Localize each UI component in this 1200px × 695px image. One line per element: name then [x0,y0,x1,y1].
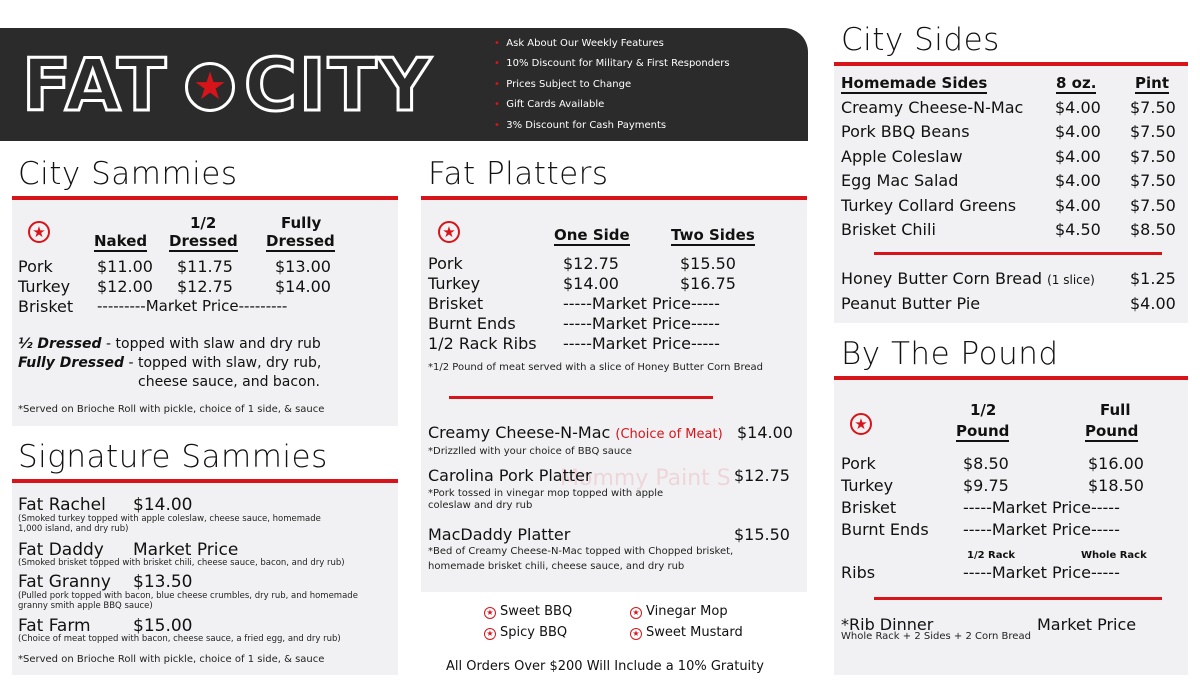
pound-price: $16.00 [1088,454,1144,473]
star-icon: ★ [28,221,50,243]
col-fully-bottom: Dressed [266,232,335,250]
pound-name: Brisket [841,498,897,517]
col-pint: Pint [1135,74,1169,92]
signature-sammies-title: Signature Sammies [18,439,328,475]
sammie-price: $11.75 [177,257,233,276]
logo-city: CITY [244,43,433,127]
platter-name: 1/2 Rack Ribs [428,334,537,353]
pound-market-price: -----Market Price----- [963,520,1120,539]
sauce-item: Sweet Mustard [646,625,743,640]
col-one-side: One Side [554,226,630,244]
rib-dinner-name: *Rib Dinner [841,615,934,634]
special-item: Carolina Pork Platter [428,466,592,485]
side-name: Brisket Chili [841,220,936,239]
sauce-star-icon: ★ [484,607,496,619]
star-icon: ★ [850,413,872,435]
signature-desc: (Choice of meat topped with bacon, cheese sauce, a fried egg, and dry rub) [18,634,341,644]
side-price: $4.00 [1055,196,1101,215]
sammie-price: $13.00 [275,257,331,276]
header-note: • Ask About Our Weekly Features [494,38,664,49]
sauce-star-icon: ★ [630,628,642,640]
special-desc: *Bed of Creamy Cheese-N-Mac topped with Chopped brisket, [428,546,734,557]
side-name: Creamy Cheese-N-Mac [841,98,1024,117]
col-full-pound-top: Full [1100,401,1131,419]
special-desc: *Drizzlled with your choice of BBQ sauce [428,446,632,457]
special-desc: *Pork tossed in vinegar mop topped with apple [428,488,664,499]
sammie-price: $12.75 [177,277,233,296]
platter-name: Brisket [428,294,484,313]
header-note: • Prices Subject to Change [494,79,632,90]
side-price: $4.00 [1055,98,1101,117]
logo-star-icon: ★ [185,62,235,112]
half-rack-label: 1/2 Rack [967,550,1016,561]
pie-price: $4.00 [1130,294,1176,313]
pound-name: Burnt Ends [841,520,929,539]
signature-price: $15.00 [133,616,193,636]
platter-market-price: -----Market Price----- [563,334,720,353]
header-note: • 3% Discount for Cash Payments [494,120,667,131]
sauce-item: Sweet BBQ [500,604,573,619]
signature-price: $14.00 [133,495,193,515]
side-price: $7.50 [1130,122,1176,141]
side-price: $7.50 [1130,171,1176,190]
side-price: $4.50 [1055,220,1101,239]
sammie-name: Brisket [18,297,74,316]
sammie-market-price: ---------Market Price--------- [97,297,288,315]
signature-footnote: *Served on Brioche Roll with pickle, choice of 1 side, & sauce [18,654,325,665]
signature-desc: (Smoked turkey topped with apple coleslaw, cheese sauce, homemade [18,514,321,524]
platter-price: $15.50 [680,254,736,273]
signature-desc: (Smoked brisket topped with brisket chili, cheese sauce, bacon, and dry rub) [18,558,345,568]
header-note: • 10% Discount for Military & First Responders [494,58,730,69]
city-sammies-title: City Sammies [18,156,238,192]
pie-item: Peanut Butter Pie [841,294,981,313]
col-half-top: 1/2 [190,214,217,232]
platter-name: Pork [428,254,463,273]
special-price: $15.50 [734,525,790,544]
special-item: Creamy Cheese-N-Mac (Choice of Meat) [428,423,723,442]
half-dressed-desc: ½ Dressed - topped with slaw and dry rub [18,336,321,352]
logo-fat: FAT [22,43,169,127]
watermark: Mommy Paint S [560,466,731,491]
cornbread-item: Honey Butter Corn Bread (1 slice) [841,269,1095,288]
pound-market-price: -----Market Price----- [963,498,1120,517]
rib-dinner-price: Market Price [1037,615,1137,634]
platter-price: $14.00 [563,274,619,293]
platter-price: $12.75 [563,254,619,273]
rib-dinner-desc: Whole Rack + 2 Sides + 2 Corn Bread [841,631,1031,642]
signature-item: Fat Farm [18,616,91,636]
special-item: MacDaddy Platter [428,525,571,544]
side-price: $7.50 [1130,196,1176,215]
special-desc: homemade brisket chili, cheese sauce, and dry rub [428,561,685,572]
pound-price: $8.50 [963,454,1009,473]
side-price: $4.00 [1055,122,1101,141]
special-price: $12.75 [734,466,790,485]
col-fully-top: Fully [281,214,322,232]
sammie-price: $11.00 [97,257,153,276]
sides-divider [874,252,1162,255]
col-full-pound-bottom: Pound [1085,422,1139,440]
signature-desc: (Pulled pork topped with bacon, blue cheese crumbles, dry rub, and homemade [18,591,358,601]
special-desc: coleslaw and dry rub [428,500,533,511]
city-sides-title: City Sides [841,22,1000,58]
logo [22,40,462,130]
platter-market-price: -----Market Price----- [563,314,720,333]
side-price: $7.50 [1130,98,1176,117]
signature-price: $13.50 [133,572,193,592]
cornbread-price: $1.25 [1130,269,1176,288]
fat-platters-title: Fat Platters [428,156,609,192]
side-name: Pork BBQ Beans [841,122,970,141]
platter-market-price: -----Market Price----- [563,294,720,313]
pound-price: $18.50 [1088,476,1144,495]
signature-item: Fat Daddy [18,540,104,560]
sauce-star-icon: ★ [484,628,496,640]
col-half-pound-bottom: Pound [956,422,1010,440]
side-name: Egg Mac Salad [841,171,959,190]
side-price: $4.00 [1055,147,1101,166]
pound-market-price: -----Market Price----- [963,563,1120,582]
platter-price: $16.75 [680,274,736,293]
signature-desc: 1,000 island, and dry rub) [18,524,129,534]
sauce-star-icon: ★ [630,607,642,619]
platter-divider [449,396,713,399]
side-name: Apple Coleslaw [841,147,963,166]
platter-name: Burnt Ends [428,314,516,333]
col-homemade-sides: Homemade Sides [841,74,988,92]
fully-dressed-desc-2: cheese sauce, and bacon. [138,374,320,390]
col-half-pound-top: 1/2 [970,401,997,419]
sauce-item: Spicy BBQ [500,625,568,640]
side-price: $4.00 [1055,171,1101,190]
sammie-price: $14.00 [275,277,331,296]
pound-name: Pork [841,454,876,473]
col-naked: Naked [94,232,148,250]
col-8oz: 8 oz. [1056,74,1097,92]
sammie-name: Pork [18,257,53,276]
star-icon: ★ [438,221,460,243]
city-sammies-footnote: *Served on Brioche Roll with pickle, choice of 1 side, & sauce [18,404,325,415]
fully-dressed-desc: Fully Dressed - topped with slaw, dry rub, [18,355,322,371]
signature-item: Fat Rachel [18,495,106,515]
sammie-price: $12.00 [97,277,153,296]
gratuity-note: All Orders Over $200 Will Include a 10% Gratuity [446,659,764,674]
sammie-name: Turkey [18,277,71,296]
platter-footnote: *1/2 Pound of meat served with a slice of Honey Butter Corn Bread [428,362,764,373]
special-price: $14.00 [737,423,793,442]
by-the-pound-title: By The Pound [841,336,1059,372]
col-half-bottom: Dressed [169,232,238,250]
pound-name: Ribs [841,563,876,582]
side-price: $8.50 [1130,220,1176,239]
signature-desc: granny smith apple BBQ sauce) [18,601,153,611]
signature-item: Fat Granny [18,572,111,592]
col-two-sides: Two Sides [671,226,755,244]
pound-price: $9.75 [963,476,1009,495]
platter-name: Turkey [428,274,481,293]
pound-divider [874,597,1162,600]
sauce-item: Vinegar Mop [646,604,728,619]
whole-rack-label: Whole Rack [1081,550,1147,561]
header-note: • Gift Cards Available [494,99,605,110]
pound-name: Turkey [841,476,894,495]
signature-price: Market Price [133,540,239,560]
side-name: Turkey Collard Greens [841,196,1017,215]
side-price: $7.50 [1130,147,1176,166]
